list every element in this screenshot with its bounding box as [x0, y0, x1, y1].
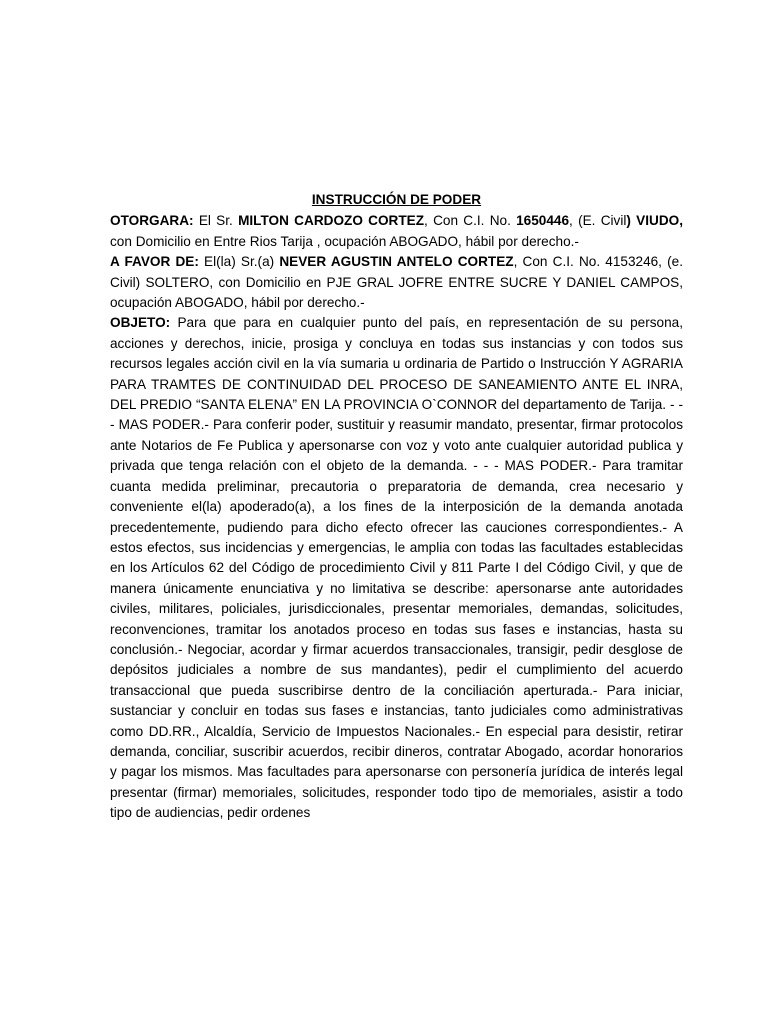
otorgara-paren: ): [626, 213, 631, 229]
otorgara-name: MILTON CARDOZO CORTEZ: [238, 213, 425, 229]
otorgara-ci: 1650446: [516, 213, 570, 229]
favor-text-1: El(la) Sr.(a): [198, 254, 280, 270]
otorgara-text-3: , (E. Civil: [569, 213, 627, 229]
objeto-paragraph: [110, 313, 683, 823]
otorgara-text-4: con Domicilio en Entre Rios Tarija , ocupación ABOGADO, hábil por derecho.-: [110, 233, 579, 249]
otorgara-text-2: , Con C.I. No.: [424, 213, 517, 229]
favor-name: NEVER AGUSTIN ANTELO CORTEZ: [279, 254, 514, 270]
objeto-label: OBJETO:: [110, 315, 171, 331]
favor-label: A FAVOR DE:: [110, 254, 199, 270]
favor-paragraph: [110, 252, 683, 313]
otorgara-text-1: El Sr.: [193, 213, 239, 229]
document-title: INSTRUCCIÓN DE PODER: [311, 192, 482, 207]
objeto-text: Para que para en cualquier punto del país, en representación de su persona, acciones y derechos, inicie, prosiga y concluya en todas sus instancias y con todos sus recursos legales acción civil en la vía sumaria u ordinaria de Partido o Instrucción Y AGRARIA PARA TRAMTES DE CONTINUIDAD DEL PROCESO DE SANEAMIENTO ANTE EL INRA, DEL PREDIO “SANTA ELENA” EN LA PROVINCIA O`CONNOR del departamento de Tarija. - - - MAS PODER.- Para conferir poder, sustituir y reasumir mandato, presentar, firmar protocolos ante Notarios de Fe Publica y apersonarse con voz y voto ante cualquier autoridad publica y privada que tenga relación con el objeto de la demanda. - - - MAS PODER.- Para tramitar cuanta medida preliminar, precautoria o preparatoria de demanda, crea necesario y conveniente el(la) apoderado(a), a los fines de la interposición de la demanda anotada precedentemente, pudiendo para dicho efecto ofrecer las cauciones correspondientes.- A estos efectos, sus incidencias y emergencias, le amplia con todas las facultades establecidas en los Artículos 62 del Código de procedimiento Civil y 811 Parte I del Código Civil, y que de manera únicamente enunciativa y no limitativa se describe: apersonarse ante autoridades civiles, militares, policiales, jurisdiccionales, presentar memoriales, demandas, solicitudes, reconvenciones, tramitar los anotados proceso en todas sus fases e instancias, hasta su conclusión.- Negociar, acordar y firmar acuerdos transaccionales, transigir, pedir desglose de depósitos judiciales a nombre de sus mandantes), pedir el cumplimiento del acuerdo transaccional que pueda suscribirse dentro de la conciliación aperturada.- Para iniciar, sustanciar y concluir en todas sus fases e instancias, tanto judiciales como administrativas como DD.RR., Alcaldía, Servicio de Impuestos Nacionales.- En especial para desistir, retirar demanda, conciliar, suscribir acuerdos, recibir dineros, contratar Abogado, acordar honorarios y pagar los mismos. Mas facultades para apersonarse con personería jurídica de interés legal presentar (firmar) memoriales, solicitudes, responder todo tipo de memoriales, asistir a todo tipo de audiencias, pedir ordenes: [110, 315, 683, 821]
otorgara-civil-status: VIUDO,: [636, 213, 683, 229]
otorgara-label: OTORGARA:: [110, 213, 194, 229]
document-body: [110, 190, 683, 824]
otorgara-paragraph: [110, 211, 683, 252]
favor-text-2: , Con C.I. No. 4153246, (e. Civil) SOLTERO, con Domicilio en PJE GRAL JOFRE ENTRE SUCRE Y DANIEL CAMPOS, ocupación ABOGADO, hábil por derecho.-: [110, 254, 683, 311]
